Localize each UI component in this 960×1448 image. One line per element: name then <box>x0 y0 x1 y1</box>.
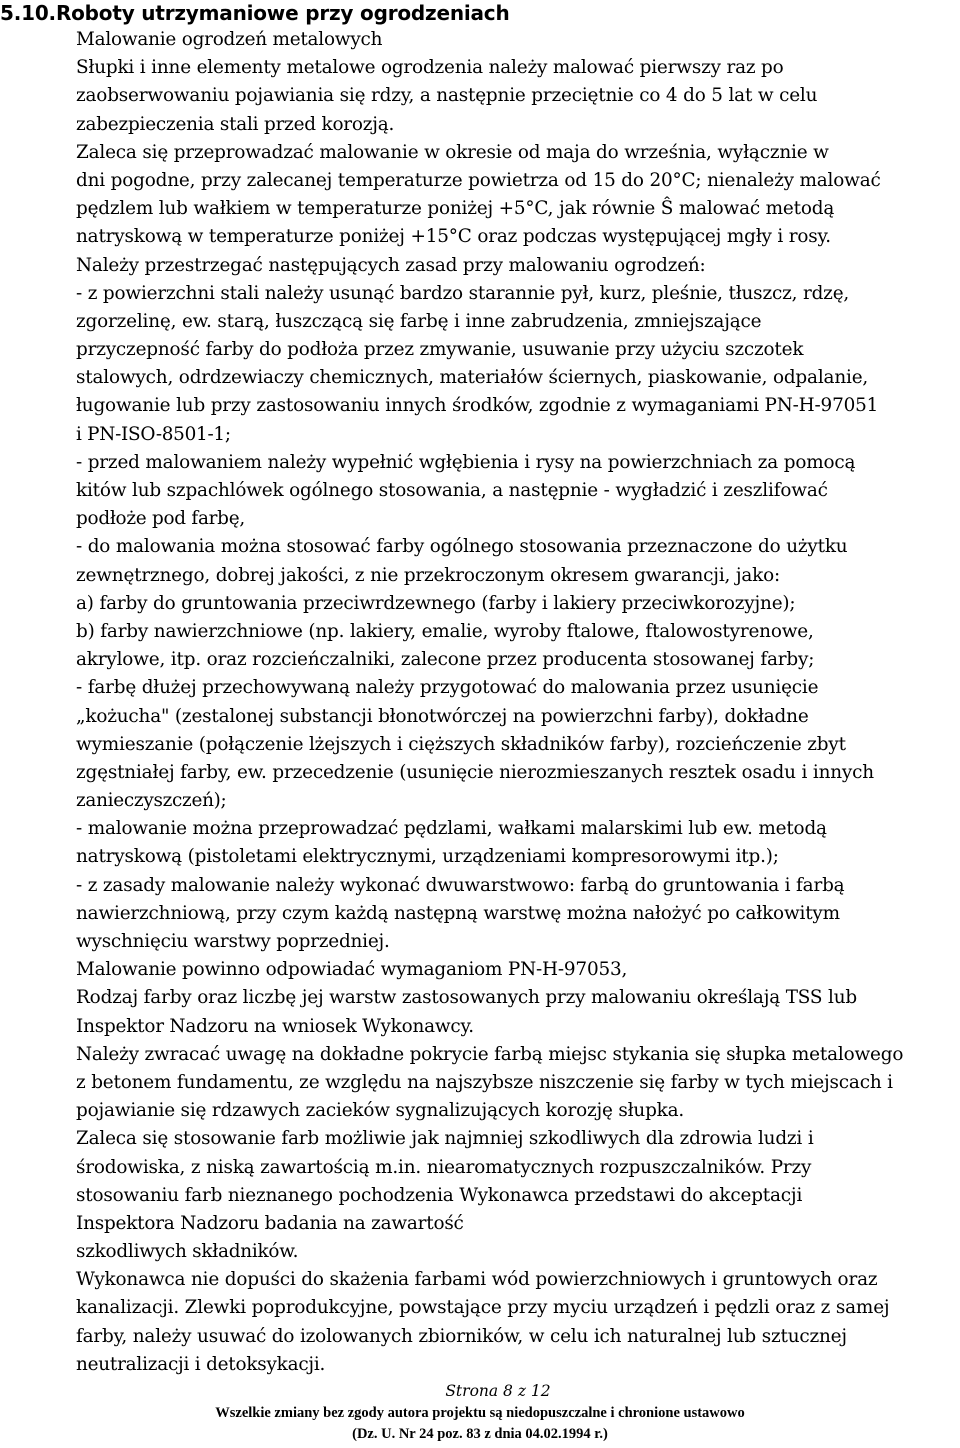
text-line: stalowych, odrdzewiaczy chemicznych, materiałów ściernych, piaskowanie, odpalanie, <box>76 367 869 389</box>
text-line: Malowanie ogrodzeń metalowych <box>76 29 383 50</box>
text-line: zgorzelinę, ew. starą, łuszczącą się farbę i inne zabrudzenia, zmniejszające <box>76 310 762 332</box>
text-line: wyschnięciu warstwy poprzedniej. <box>76 931 390 952</box>
text-line: zgęstniałej farby, ew. przecedzenie (usunięcie nierozmieszanych resztek osadu i innych <box>76 761 874 783</box>
text-line: dni pogodne, przy zalecanej temperaturze powietrza od 15 do 20°C; nienależy malować <box>76 169 881 191</box>
text-line: - do malowania można stosować farby ogólnego stosowania przeznaczone do użytku <box>76 536 848 558</box>
text-line: Należy zwracać uwagę na dokładne pokrycie farbą miejsc stykania się słupka metalowego <box>76 1043 904 1065</box>
text-line: stosowaniu farb nieznanego pochodzenia Wykonawca przedstawi do akceptacji <box>76 1184 803 1206</box>
text-line: środowiska, z niską zawartością m.in. niearomatycznych rozpuszczalników. Przy <box>76 1156 812 1178</box>
body-text <box>76 26 960 1379</box>
text-line: i PN-ISO-8501-1; <box>76 423 231 445</box>
text-line: pędzlem lub wałkiem w temperaturze poniżej +5°C, jak równie Ŝ malować metodą <box>76 198 835 220</box>
text-line: przyczepność farby do podłoża przez zmywanie, usuwanie przy użyciu szczotek <box>76 339 804 361</box>
text-line: ługowanie lub przy zastosowaniu innych środków, zgodnie z wymaganiami PN-H-97051 <box>76 395 879 417</box>
text-line: Słupki i inne elementy metalowe ogrodzenia należy malować pierwszy raz po <box>76 57 784 79</box>
text-line: Rodzaj farby oraz liczbę jej warstw zastosowanych przy malowaniu określają TSS lub <box>76 987 857 1009</box>
text-line: Należy przestrzegać następujących zasad przy malowaniu ogrodzeń: <box>76 254 706 276</box>
text-line: - malowanie można przeprowadzać pędzlami, wałkami malarskimi lub ew. metodą <box>76 818 827 840</box>
text-line: Wykonawca nie dopuści do skażenia farbami wód powierzchniowych i gruntowych oraz <box>76 1269 878 1291</box>
text-line: zanieczyszczeń); <box>76 790 227 812</box>
text-line: kanalizacji. Zlewki poprodukcyjne, powstające przy myciu urządzeń i pędzli oraz z samej <box>76 1297 890 1319</box>
text-line: szkodliwych składników. <box>76 1241 299 1263</box>
text-line: natryskową w temperaturze poniżej +15°C oraz podczas występującej mgły i rosy. <box>76 226 831 248</box>
text-line: wymieszanie (połączenie lżejszych i cięższych składników farby), rozcieńczenie zbyt <box>76 733 846 755</box>
text-line: zabezpieczenia stali przed korozją. <box>76 113 395 135</box>
section-heading: 5.10.Roboty utrzymaniowe przy ogrodzeniach <box>0 1 510 25</box>
text-line: - farbę dłużej przechowywaną należy przygotować do malowania przez usunięcie <box>76 677 819 699</box>
text-line: - przed malowaniem należy wypełnić wgłębienia i rysy na powierzchniach za pomocą <box>76 451 856 473</box>
text-line: zaobserwowaniu pojawiania się rdzy, a następnie przeciętnie co 4 do 5 lat w celu <box>76 85 818 107</box>
text-line: podłoże pod farbę, <box>76 508 245 530</box>
text-line: neutralizacji i detoksykacji. <box>76 1353 326 1375</box>
text-line: „kożucha" (zestalonej substancji błonotwórczej na powierzchni farby), dokładne <box>76 705 809 727</box>
legal-notice-line-2: (Dz. U. Nr 24 poz. 83 z dnia 04.02.1994 r.) <box>352 1426 608 1442</box>
text-line: - z zasady malowanie należy wykonać dwuwarstwowo: farbą do gruntowania i farbą <box>76 874 845 896</box>
text-line: pojawianie się rdzawych zacieków sygnalizujących korozję słupka. <box>76 1100 685 1122</box>
text-line: Malowanie powinno odpowiadać wymaganiom PN-H-97053, <box>76 959 628 981</box>
text-line: akrylowe, itp. oraz rozcieńczalniki, zalecone przez producenta stosowanej farby; <box>76 649 815 671</box>
legal-notice-line-1: Wszelkie zmiany bez zgody autora projektu są niedopuszczalne i chronione ustawowo <box>215 1405 745 1421</box>
text-line: natryskową (pistoletami elektrycznymi, urządzeniami kompresorowymi itp.); <box>76 846 779 868</box>
text-line: kitów lub szpachlówek ogólnego stosowania, a następnie - wygładzić i zeszlifować <box>76 480 828 501</box>
page-number: Strona 8 z 12 <box>445 1382 551 1400</box>
text-line: zewnętrznego, dobrej jakości, z nie przekroczonym okresem gwarancji, jako: <box>76 564 781 586</box>
text-line: Zaleca się przeprowadzać malowanie w okresie od maja do września, wyłącznie w <box>76 141 829 163</box>
text-line: farby, należy usuwać do izolowanych zbiorników, w celu ich naturalnej lub sztucznej <box>76 1325 847 1347</box>
text-line: a) farby do gruntowania przeciwrdzewnego (farby i lakiery przeciwkorozyjne); <box>76 592 796 614</box>
text-line: nawierzchniową, przy czym każdą następną warstwę można nałożyć po całkowitym <box>76 902 840 924</box>
page-number-footer <box>0 1380 960 1402</box>
text-line: z betonem fundamentu, ze względu na najszybsze niszczenie się farby w tych miejscach i <box>76 1071 893 1093</box>
text-line: Zaleca się stosowanie farb możliwie jak najmniej szkodliwych dla zdrowia ludzi i <box>76 1128 814 1150</box>
text-line: - z powierzchni stali należy usunąć bardzo starannie pył, kurz, pleśnie, tłuszcz, rdzę, <box>76 282 850 304</box>
text-line: Inspektora Nadzoru badania na zawartość <box>76 1212 464 1234</box>
text-line: b) farby nawierzchniowe (np. lakiery, emalie, wyroby ftalowe, ftalowostyrenowe, <box>76 620 814 642</box>
text-line: Inspektor Nadzoru na wniosek Wykonawcy. <box>76 1015 474 1037</box>
